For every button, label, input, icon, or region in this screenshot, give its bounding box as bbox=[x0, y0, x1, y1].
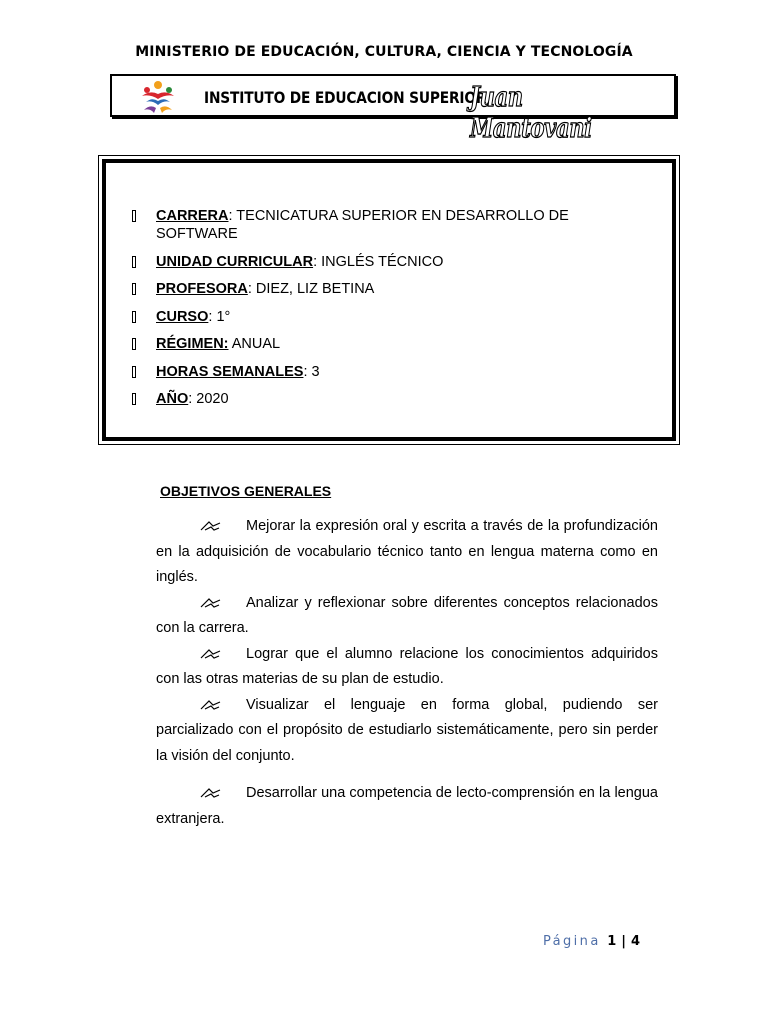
page-total: 4 bbox=[631, 934, 641, 949]
pen-hand-icon bbox=[156, 693, 246, 719]
info-value: 1° bbox=[216, 308, 231, 325]
info-sep: : bbox=[228, 208, 237, 224]
page-number-footer bbox=[543, 934, 640, 949]
info-sep: : bbox=[313, 253, 322, 270]
institute-name: Juan Mantovani bbox=[470, 82, 592, 144]
page-separator: | bbox=[621, 934, 627, 949]
info-value: 2020 bbox=[196, 391, 229, 407]
info-sep: : bbox=[208, 308, 217, 325]
info-item-regimen bbox=[134, 335, 614, 353]
bullet-icon bbox=[132, 393, 136, 405]
info-item-anio bbox=[134, 390, 614, 408]
objectives-title: OBJETIVOS GENERALES bbox=[160, 483, 332, 499]
info-value: ANUAL bbox=[231, 336, 281, 352]
pen-hand-icon bbox=[156, 642, 246, 668]
objective-text: Lograr que el alumno relacione los conocimientos adquiridos con las otras materias de su plan de estudio. bbox=[156, 645, 658, 687]
info-key: RÉGIMEN: bbox=[156, 336, 229, 352]
course-info-list bbox=[134, 207, 614, 418]
info-value: 3 bbox=[311, 363, 320, 380]
objective-item bbox=[156, 781, 658, 832]
page-number: 1 bbox=[607, 934, 617, 949]
objective-text: Mejorar la expresión oral y escrita a través de la profundización en la adquisición de vocabulario técnico tanto en lengua materna como en inglés. bbox=[156, 518, 658, 585]
ministry-header: MINISTERIO DE EDUCACIÓN, CULTURA, CIENCIA Y TECNOLOGÍA bbox=[135, 44, 633, 60]
bullet-icon bbox=[132, 256, 136, 268]
objective-item bbox=[156, 514, 658, 591]
info-sep: : bbox=[247, 281, 256, 297]
objective-text: Analizar y reflexionar sobre diferentes conceptos relacionados con la carrera. bbox=[156, 594, 658, 636]
info-item-horas-semanales bbox=[134, 363, 614, 381]
info-value: INGLÉS TÉCNICO bbox=[321, 253, 444, 270]
info-sep: : bbox=[188, 391, 197, 407]
bullet-icon bbox=[132, 210, 136, 222]
info-value: TECNICATURA SUPERIOR EN DESARROLLO DE SOFTWARE bbox=[156, 208, 569, 242]
objective-text: Visualizar el lenguaje en forma global, pudiendo ser parcializado con el propósito de estudiarlo sistemáticamente, pero sin perder la visión del conjunto. bbox=[156, 696, 658, 764]
info-key: UNIDAD CURRICULAR bbox=[156, 253, 314, 270]
objective-item bbox=[156, 591, 658, 642]
institute-logo bbox=[138, 80, 178, 114]
info-key: CARRERA bbox=[156, 208, 229, 224]
objective-item bbox=[156, 642, 658, 693]
bullet-icon bbox=[132, 283, 136, 295]
objectives-list bbox=[156, 514, 658, 832]
info-sep: : bbox=[303, 363, 312, 380]
institute-banner bbox=[110, 74, 676, 144]
info-item-carrera bbox=[134, 207, 614, 243]
pen-hand-icon bbox=[156, 591, 246, 617]
bullet-icon bbox=[132, 366, 136, 378]
objective-text: Desarrollar una competencia de lecto-comprensión en la lengua extranjera. bbox=[156, 785, 658, 827]
info-key: CURSO bbox=[156, 308, 209, 325]
page-label: Página bbox=[543, 934, 601, 949]
pen-hand-icon bbox=[156, 781, 246, 807]
info-item-profesora bbox=[134, 280, 614, 298]
bullet-icon bbox=[132, 311, 136, 323]
info-item-curso bbox=[134, 308, 614, 326]
bullet-icon bbox=[132, 338, 136, 350]
info-key: PROFESORA bbox=[156, 281, 248, 297]
institute-title: INSTITUTO DE EDUCACION SUPERIOR bbox=[204, 88, 487, 107]
info-item-unidad-curricular bbox=[134, 253, 614, 271]
pen-hand-icon bbox=[156, 514, 246, 540]
objective-item bbox=[156, 693, 658, 770]
info-key: AÑO bbox=[156, 391, 189, 407]
info-value: DIEZ, LIZ BETINA bbox=[255, 281, 375, 297]
info-key: HORAS SEMANALES bbox=[156, 363, 304, 380]
